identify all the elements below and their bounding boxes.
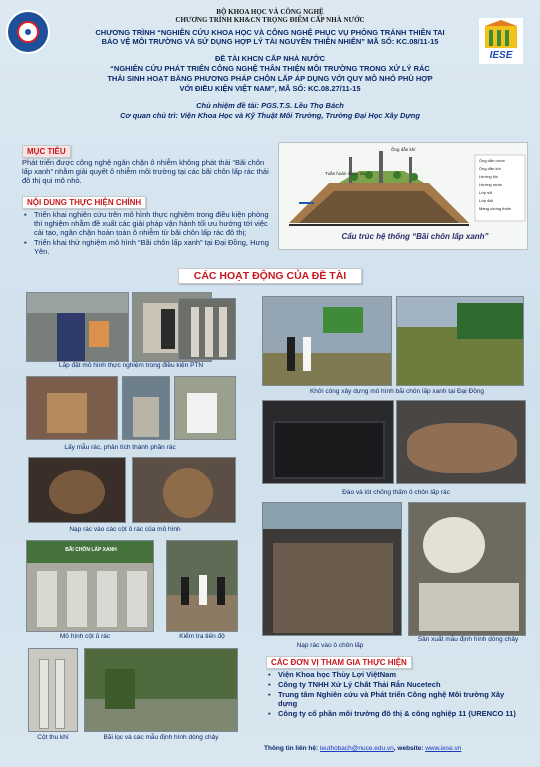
legend-item: Ống dẫn khí (479, 166, 501, 171)
project-title-line: THẢI SINH HOẠT BẰNG PHƯƠNG PHÁP CHÔN LẤP ÁP DỤNG VỚI QUY MÔ NHỎ PHÙ HỢP (107, 74, 433, 83)
poster-header (0, 0, 540, 150)
list-item: ▪ Công ty cổ phần môi trường đô thị & công nghiệp 11 (URENCO 11) (268, 709, 522, 718)
activities-heading: CÁC HOẠT ĐỘNG CỦA ĐỀ TÀI (178, 268, 362, 284)
project-level: ĐỀ TÀI KHCN CẤP NHÀ NƯỚC (215, 54, 325, 63)
caption-filter: Bãi lọc và các mẫu định hình dòng chảy (103, 734, 219, 741)
host-institution: Cơ quan chủ trì: Viện Khoa Học và Kỹ Thuật Môi Trường, Trường Đại Học Xây Dựng (120, 111, 420, 120)
legend-item: Ống dẫn nước (479, 158, 505, 163)
program-line: BẢO VỆ MÔI TRƯỜNG VÀ SỬ DỤNG HỢP LÝ TÀI NGUYÊN THIÊN NHIÊN” MÃ SỐ: KC.08/11-15 (101, 37, 439, 46)
objective-text: Phát triển được công nghệ ngăn chặn ô nhiễm không phát thải “Bãi chôn lấp xanh” nhằm giải quyết ô nhiễm môi trường tại các bãi chôn lấp rác thải đô thị qui mô nhỏ. (22, 158, 269, 185)
partners-list (268, 670, 522, 719)
caption-flow-shapes: Sản xuất mẫu định hình dòng chảy (417, 636, 519, 643)
lab-photo (26, 292, 129, 362)
contact-label: Thông tin liên hệ: (264, 745, 320, 752)
legend-item: Màng chống thấm (479, 206, 512, 211)
sampling-photo (122, 376, 170, 440)
list-item: ▪ Viện Khoa học Thủy Lợi ViệtNam (268, 670, 522, 679)
website-link[interactable]: www.iese.vn (425, 745, 462, 752)
caption-loading: Nạp rác vào các cột ủ rác của mô hình (69, 526, 181, 533)
legend-item: Lớp sỏi (479, 190, 493, 195)
program-name: CHƯƠNG TRÌNH KH&CN TRỌNG ĐIỂM CẤP NHÀ NƯỚC (175, 16, 365, 24)
list-item: ▪ Triển khai thử nghiệm mô hình “Bãi chôn lấp xanh” tại Đại Đồng, Hưng Yên. (24, 238, 272, 256)
filling-photo (262, 502, 402, 636)
filter-photo (84, 648, 238, 732)
loading-photo (132, 457, 236, 523)
green-landfill-sign: BÃI CHÔN LẤP XANH (65, 547, 117, 553)
contact-info (264, 745, 534, 752)
list-item: ▪ Triển khai nghiên cứu trên mô hình thực nghiệm trong điều kiện phòng thí nghiệm nhằm đề xuất các giải pháp vận hành tối ưu hướng tới việc cải tạo, ngăn chặn hoàn toàn ô nhiễm từ bãi chôn lấp rác đô thị; (24, 210, 272, 237)
objective-heading: MỤC TIÊU (22, 145, 71, 158)
caption-column-model: Mô hình cột ủ rác (59, 633, 111, 640)
field-check-photo (166, 540, 238, 632)
ministry-name: BỘ KHOA HỌC VÀ CÔNG NGHỆ (216, 8, 324, 16)
flow-shapes-photo (408, 502, 526, 636)
groundbreaking-photo (262, 296, 392, 386)
caption-sampling: Lấy mẫu rác, phân tích thành phần rác (64, 444, 176, 451)
column-model-photo (26, 540, 154, 632)
iese-logo-text: IESE (489, 50, 513, 61)
lab-photo (178, 298, 236, 360)
caption-gas-column: Cột thu khí (37, 734, 69, 741)
excavation-photo (396, 400, 526, 484)
gas-column-photo (28, 648, 78, 732)
caption-lab-model: Lắp đặt mô hình thực nghiệm trong điều kiện PTN (58, 362, 204, 369)
partners-heading: CÁC ĐƠN VỊ THAM GIA THỰC HIỆN (266, 656, 412, 669)
sampling-photo (26, 376, 118, 440)
main-content-list (24, 210, 272, 257)
list-item: ▪ Công ty TNHH Xử Lý Chất Thải Rắn Nucetech (268, 680, 522, 689)
legend-item: Hướng nước (479, 182, 503, 187)
sampling-photo (174, 376, 236, 440)
excavation-photo (262, 400, 394, 484)
caption-field-check: Kiểm tra tiến độ (179, 633, 225, 640)
project-title-line: “NGHIÊN CỨU PHÁT TRIỂN CÔNG NGHỆ THÂN THIỆN MÔI TRƯỜNG TRONG XỬ LÝ RÁC (110, 64, 430, 73)
contact-separator: , website: (393, 745, 426, 752)
iese-logo-icon (479, 18, 523, 64)
diagram-caption: Cấu trúc hệ thống “Bãi chôn lấp xanh” (341, 232, 489, 241)
diagram-legend (479, 157, 511, 213)
gas-pipe-label: Ống dẫn khí (391, 147, 416, 152)
caption-groundbreak: Khởi công xây dựng mô hình bãi chôn lấp xanh tại Đại Đồng (309, 388, 485, 395)
main-content-heading: NỘI DUNG THỰC HIỆN CHÍNH (22, 196, 146, 209)
program-line: CHƯƠNG TRÌNH “NGHIÊN CỨU KHOA HỌC VÀ CÔNG NGHỆ PHỤC VỤ PHÒNG TRÁNH THIÊN TAI (95, 28, 445, 37)
email-link[interactable]: leuthobach@nuce.edu.vn (319, 745, 394, 752)
legend-item: Lớp đất (479, 198, 493, 203)
legend-item: Hướng khí (479, 174, 499, 179)
caption-filling: Nạp rác vào ô chôn lấp (296, 642, 364, 649)
recirculation-label: Tuần hoàn nước rác (325, 171, 366, 176)
groundbreaking-photo (396, 296, 524, 386)
caption-excavation: Đào và lót chống thấm ô chôn lấp rác (342, 489, 450, 496)
project-title-line: VỚI ĐIỀU KIỆN VIỆT NAM”, MÃ SỐ: KC.08.27/11-15 (179, 84, 361, 93)
list-item: ▪ Trung tâm Nghiên cứu và Phát triển Công nghệ Môi trường Xây dựng (268, 690, 522, 708)
loading-photo (28, 457, 126, 523)
project-chief: Chủ nhiệm đề tài: PGS.T.S. Lều Thọ Bách (196, 101, 344, 110)
